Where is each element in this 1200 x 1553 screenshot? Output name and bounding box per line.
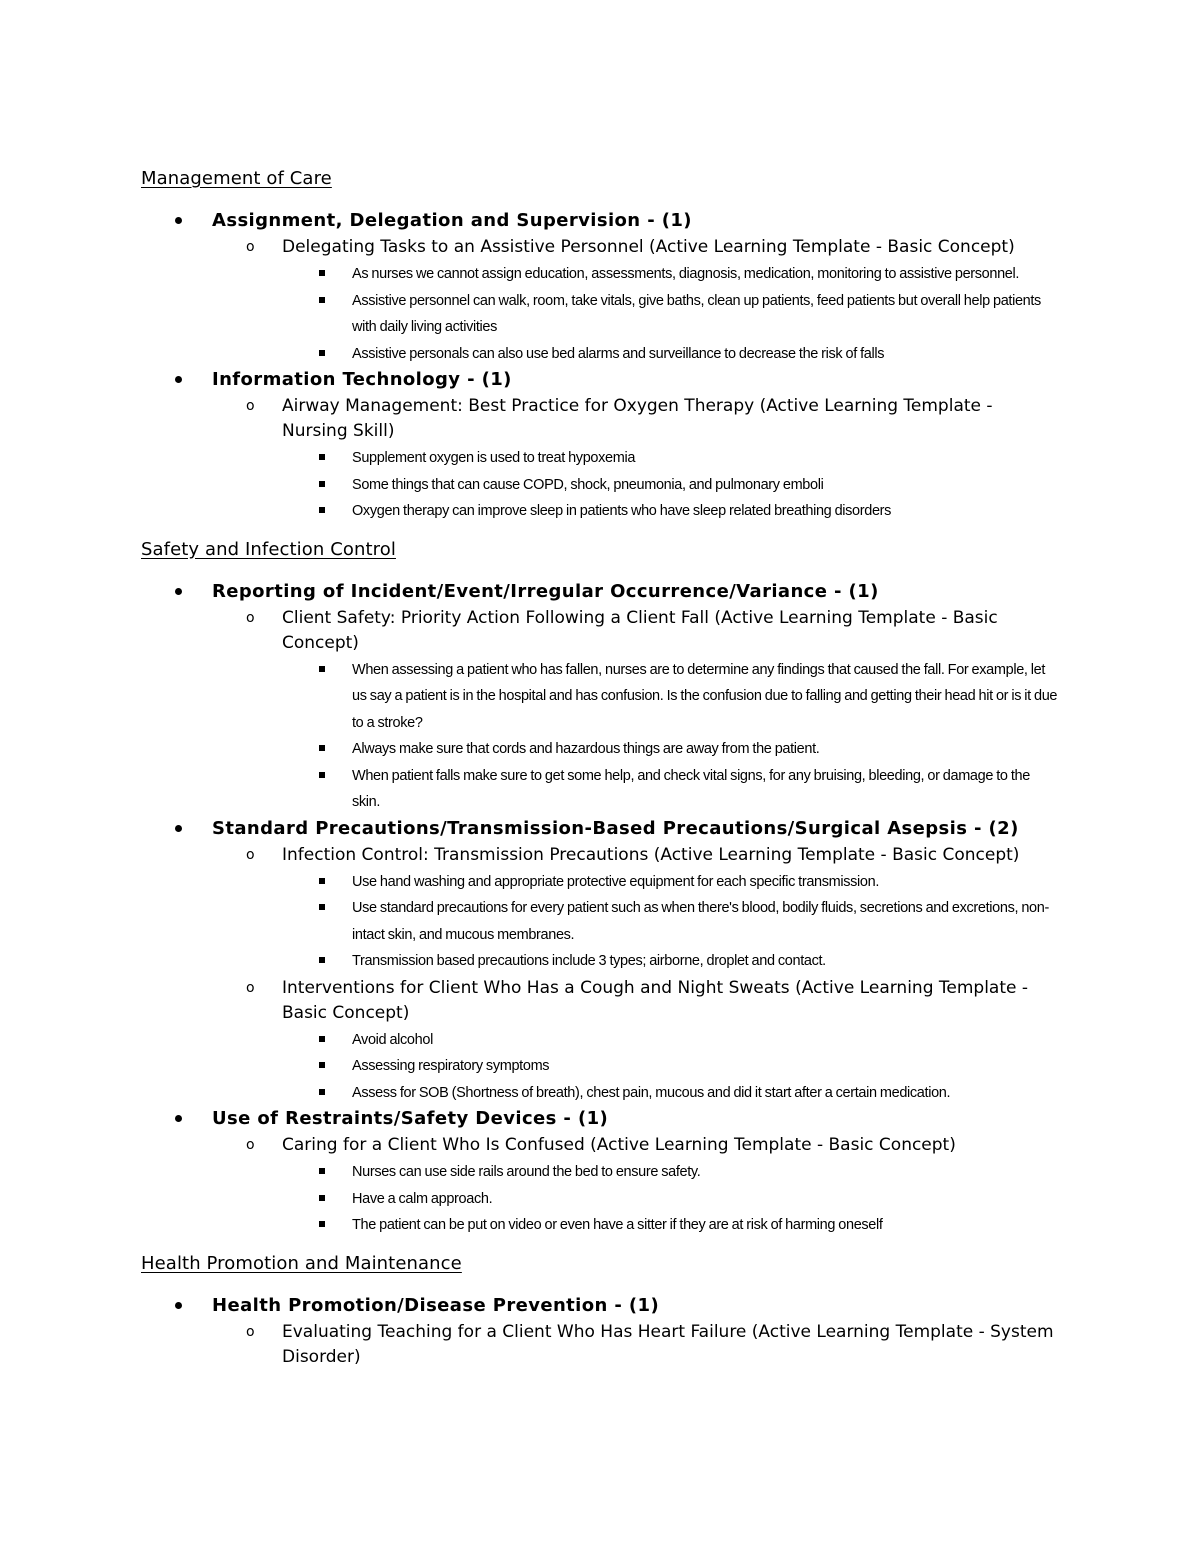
topic-title: Health Promotion/Disease Prevention - (1): [212, 1294, 660, 1316]
bullet-square-icon: [319, 1036, 325, 1042]
bullet-disc-icon: [175, 825, 182, 832]
bullet-square-icon: [319, 1221, 325, 1227]
subtopic-title: Client Safety: Priority Action Following a Client Fall (Active Learning Template - Basic Concept): [282, 607, 998, 653]
bullet-circle-icon: o: [246, 239, 255, 255]
subtopic-title: Airway Management: Best Practice for Oxygen Therapy (Active Learning Template - Nursing Skill): [282, 396, 993, 441]
bullet-square-icon: [319, 1168, 325, 1174]
note-text: Have a calm approach.: [352, 1190, 493, 1207]
subtopic-title: Caring for a Client Who Is Confused (Active Learning Template - Basic Concept): [282, 1135, 956, 1155]
note-text: Supplement oxygen is used to treat hypoxemia: [352, 450, 636, 466]
note-item: [282, 895, 1061, 948]
subtopic-item: [212, 975, 1061, 1107]
bullet-disc-icon: [175, 217, 182, 224]
note-list: [282, 261, 1061, 367]
note-list: [282, 869, 1061, 975]
bullet-circle-icon: o: [246, 398, 255, 414]
bullet-disc-icon: [175, 588, 182, 595]
note-text: As nurses we cannot assign education, assessments, diagnosis, medication, monitoring to assistive personnel.: [352, 266, 1020, 282]
topic-title: Assignment, Delegation and Supervision - (1): [212, 210, 692, 231]
note-item: [282, 1212, 1061, 1239]
bullet-disc-icon: [175, 376, 182, 383]
topic-item: [141, 367, 1061, 525]
bullet-square-icon: [319, 481, 325, 487]
note-list: [282, 1027, 1061, 1107]
note-text: The patient can be put on video or even have a sitter if they are at risk of harming oneself: [352, 1217, 883, 1233]
note-item: [282, 736, 1061, 763]
note-text: Transmission based precautions include 3 types; airborne, droplet and contact.: [352, 953, 826, 969]
note-text: Assistive personnel can walk, room, take vitals, give baths, clean up patients, feed patients but overall help patients with daily living activities: [352, 292, 1041, 335]
note-item: [282, 948, 1061, 975]
subtopic-item: [212, 1132, 1061, 1239]
bullet-square-icon: [319, 507, 325, 513]
bullet-square-icon: [319, 878, 325, 884]
note-text: Always make sure that cords and hazardous things are away from the patient.: [352, 741, 820, 757]
note-item: [282, 472, 1061, 499]
bullet-disc-icon: [175, 1302, 182, 1309]
note-item: [282, 1080, 1061, 1107]
note-item: [282, 657, 1061, 737]
note-text: When patient falls make sure to get some help, and check vital signs, for any bruising, bleeding, or damage to the skin.: [352, 767, 1030, 810]
subtopic-item: [212, 234, 1061, 367]
topic-item: [141, 208, 1061, 367]
subtopic-item: [212, 605, 1061, 816]
subtopic-item: [212, 393, 1061, 525]
note-text: Oxygen therapy can improve sleep in patients who have sleep related breathing disorders: [352, 503, 892, 519]
bullet-circle-icon: o: [246, 846, 255, 863]
topic-item: [141, 579, 1061, 816]
note-text: Use standard precautions for every patient such as when there's blood, bodily fluids, secretions and excretions, non-intact skin, and mucous membranes.: [352, 900, 1049, 943]
subtopic-title: Delegating Tasks to an Assistive Personnel (Active Learning Template - Basic Concept): [282, 237, 1015, 257]
topic-title: Information Technology - (1): [212, 369, 512, 390]
section: [141, 1251, 1061, 1371]
document-body: [141, 166, 1061, 1371]
section-title: Management of Care: [141, 168, 332, 189]
note-text: Assessing respiratory symptoms: [352, 1058, 550, 1074]
section: [141, 537, 1061, 1239]
topic-title: Standard Precautions/Transmission-Based Precautions/Surgical Asepsis - (2): [212, 817, 1019, 839]
note-text: Avoid alcohol: [352, 1031, 433, 1048]
note-item: [282, 1186, 1061, 1213]
note-item: [282, 869, 1061, 896]
topic-title: Reporting of Incident/Event/Irregular Occurrence/Variance - (1): [212, 580, 879, 602]
bullet-circle-icon: o: [246, 979, 255, 996]
bullet-disc-icon: [175, 1115, 182, 1122]
note-item: [282, 1053, 1061, 1080]
bullet-square-icon: [319, 772, 325, 778]
note-text: Assess for SOB (Shortness of breath), chest pain, mucous and did it start after a certain medication.: [352, 1084, 951, 1101]
section: [141, 166, 1061, 525]
bullet-square-icon: [319, 666, 325, 672]
note-item: [282, 445, 1061, 472]
note-list: [282, 1159, 1061, 1239]
section-gap: [141, 525, 1061, 537]
bullet-square-icon: [319, 297, 325, 303]
bullet-square-icon: [319, 1195, 325, 1201]
subtopic-title: Evaluating Teaching for a Client Who Has Heart Failure (Active Learning Template - System Disorder): [282, 1321, 1054, 1367]
note-item: [282, 498, 1061, 525]
bullet-square-icon: [319, 745, 325, 751]
bullet-circle-icon: o: [246, 1323, 255, 1340]
note-item: [282, 341, 1061, 368]
note-text: Assistive personals can also use bed alarms and surveillance to decrease the risk of falls: [352, 345, 885, 362]
bullet-circle-icon: o: [246, 609, 255, 626]
note-text: When assessing a patient who has fallen, nurses are to determine any findings that caused the fall. For example, let us say a patient is in the hospital and has confusion. Is the confusion due to falling and getting their head hit or is it due to a stroke?: [352, 661, 1058, 731]
subtopic-item: [212, 842, 1061, 975]
note-text: Use hand washing and appropriate protective equipment for each specific transmission.: [352, 873, 880, 890]
bullet-square-icon: [319, 1062, 325, 1068]
subtopic-title: Infection Control: Transmission Precautions (Active Learning Template - Basic Concept): [282, 844, 1020, 865]
note-item: [282, 288, 1061, 341]
section-gap: [141, 1239, 1061, 1251]
topic-item: [141, 816, 1061, 1107]
topic-item: [141, 1293, 1061, 1371]
section-title: Health Promotion and Maintenance: [141, 1252, 462, 1274]
note-text: Nurses can use side rails around the bed to ensure safety.: [352, 1164, 701, 1180]
subtopic-item: [212, 1319, 1061, 1371]
note-item: [282, 1159, 1061, 1186]
topic-item: [141, 1106, 1061, 1239]
note-item: [282, 763, 1061, 816]
bullet-square-icon: [319, 957, 325, 963]
note-list: [282, 657, 1061, 816]
note-item: [282, 1027, 1061, 1054]
bullet-square-icon: [319, 904, 325, 910]
note-list: [282, 445, 1061, 525]
bullet-square-icon: [319, 350, 325, 356]
bullet-square-icon: [319, 454, 325, 460]
bullet-square-icon: [319, 1089, 325, 1095]
note-item: [282, 261, 1061, 288]
topic-title: Use of Restraints/Safety Devices - (1): [212, 1108, 609, 1129]
section-title: Safety and Infection Control: [141, 538, 396, 560]
bullet-square-icon: [319, 270, 325, 276]
bullet-circle-icon: o: [246, 1137, 255, 1153]
note-text: Some things that can cause COPD, shock, pneumonia, and pulmonary emboli: [352, 476, 824, 493]
subtopic-title: Interventions for Client Who Has a Cough and Night Sweats (Active Learning Template - Basic Concept): [282, 977, 1028, 1023]
